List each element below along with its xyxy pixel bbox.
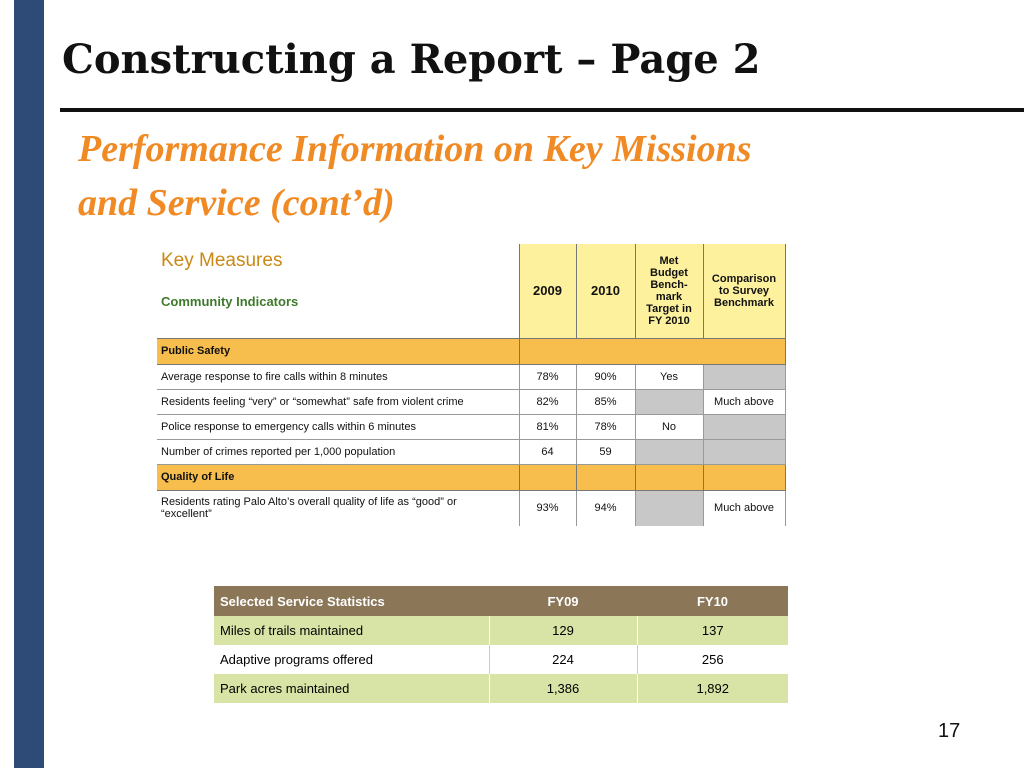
measure-label — [157, 490, 519, 526]
met-header-line: Target in — [646, 302, 692, 315]
value-2010: 94% — [576, 490, 635, 526]
value-met: Yes — [635, 364, 703, 389]
value-2010: 85% — [576, 389, 635, 414]
section-fill — [635, 464, 703, 490]
value-2010: 90% — [576, 364, 635, 389]
comparison-header-line: Benchmark — [714, 296, 774, 309]
section-fill — [576, 464, 635, 490]
met-header-line: Budget — [650, 266, 688, 279]
stat-fy09: 129 — [489, 616, 637, 645]
table-row — [214, 616, 788, 645]
table-row — [157, 490, 785, 526]
page-number: 17 — [938, 720, 961, 742]
table-row — [157, 414, 785, 439]
table-row — [157, 364, 785, 389]
value-comparison — [703, 414, 785, 439]
subtitle-line-1: Performance Information on Key Missions — [78, 128, 752, 170]
stat-label: Miles of trails maintained — [214, 616, 489, 645]
value-met — [635, 389, 703, 414]
value-2009: 64 — [519, 439, 576, 464]
col-header-met-benchmark — [635, 244, 703, 338]
measure-label: Number of crimes reported per 1,000 population — [157, 439, 519, 464]
table-row — [214, 645, 788, 674]
met-header-line: FY 2010 — [648, 314, 690, 327]
value-2009: 78% — [519, 364, 576, 389]
col-header-2009: 2009 — [519, 244, 576, 338]
table-row — [157, 389, 785, 414]
stat-fy09: 1,386 — [489, 674, 637, 703]
met-header-line: mark — [655, 290, 683, 303]
key-measures-header-row — [157, 244, 785, 338]
value-comparison: Much above — [703, 389, 785, 414]
value-comparison — [703, 439, 785, 464]
stat-fy10: 137 — [637, 616, 788, 645]
value-met — [635, 439, 703, 464]
section-row-quality-of-life — [157, 464, 785, 490]
service-stats-header-row — [214, 586, 788, 616]
value-met — [635, 490, 703, 526]
key-measures-title-cell — [157, 244, 519, 338]
value-2010: 78% — [576, 414, 635, 439]
table-row — [214, 674, 788, 703]
section-label: Public Safety — [157, 338, 519, 364]
col-header-fy10: FY10 — [637, 586, 788, 616]
left-accent-bar — [14, 0, 44, 768]
stat-fy09: 224 — [489, 645, 637, 674]
col-header-comparison — [703, 244, 785, 338]
value-2009: 93% — [519, 490, 576, 526]
stat-label: Adaptive programs offered — [214, 645, 489, 674]
value-2010: 59 — [576, 439, 635, 464]
stat-label: Park acres maintained — [214, 674, 489, 703]
community-indicators-heading: Community Indicators — [161, 294, 299, 309]
section-fill — [519, 464, 576, 490]
comparison-header-line: Comparison — [711, 272, 777, 285]
key-measures-heading: Key Measures — [161, 250, 283, 271]
met-header-line: Bench- — [650, 278, 688, 291]
key-measures-table — [157, 244, 786, 526]
col-header-fy09: FY09 — [489, 586, 637, 616]
title-divider — [60, 108, 1024, 112]
measure-label: Residents feeling “very” or “somewhat” safe from violent crime — [157, 389, 519, 414]
service-statistics-table — [214, 586, 788, 703]
measure-label-line: Residents rating Palo Alto’s overall quality of life as “good” or — [161, 496, 457, 509]
slide-title: Constructing a Report – Page 2 — [62, 36, 761, 83]
measure-label: Average response to fire calls within 8 minutes — [157, 364, 519, 389]
section-fill — [703, 464, 785, 490]
value-2009: 81% — [519, 414, 576, 439]
section-row-public-safety — [157, 338, 785, 364]
stat-fy10: 256 — [637, 645, 788, 674]
stat-fy10: 1,892 — [637, 674, 788, 703]
subtitle-line-2: and Service (cont’d) — [78, 182, 395, 224]
value-comparison — [703, 364, 785, 389]
slide-subtitle — [78, 122, 938, 230]
measure-label-line: “excellent” — [161, 508, 212, 521]
table-row — [157, 439, 785, 464]
value-comparison: Much above — [703, 490, 785, 526]
service-stats-header: Selected Service Statistics — [214, 586, 489, 616]
value-2009: 82% — [519, 389, 576, 414]
section-fill — [519, 338, 785, 364]
comparison-header-line: to Survey — [718, 284, 770, 297]
measure-label: Police response to emergency calls within 6 minutes — [157, 414, 519, 439]
value-met: No — [635, 414, 703, 439]
col-header-2010: 2010 — [576, 244, 635, 338]
section-label: Quality of Life — [157, 464, 519, 490]
met-header-line: Met — [659, 254, 679, 267]
